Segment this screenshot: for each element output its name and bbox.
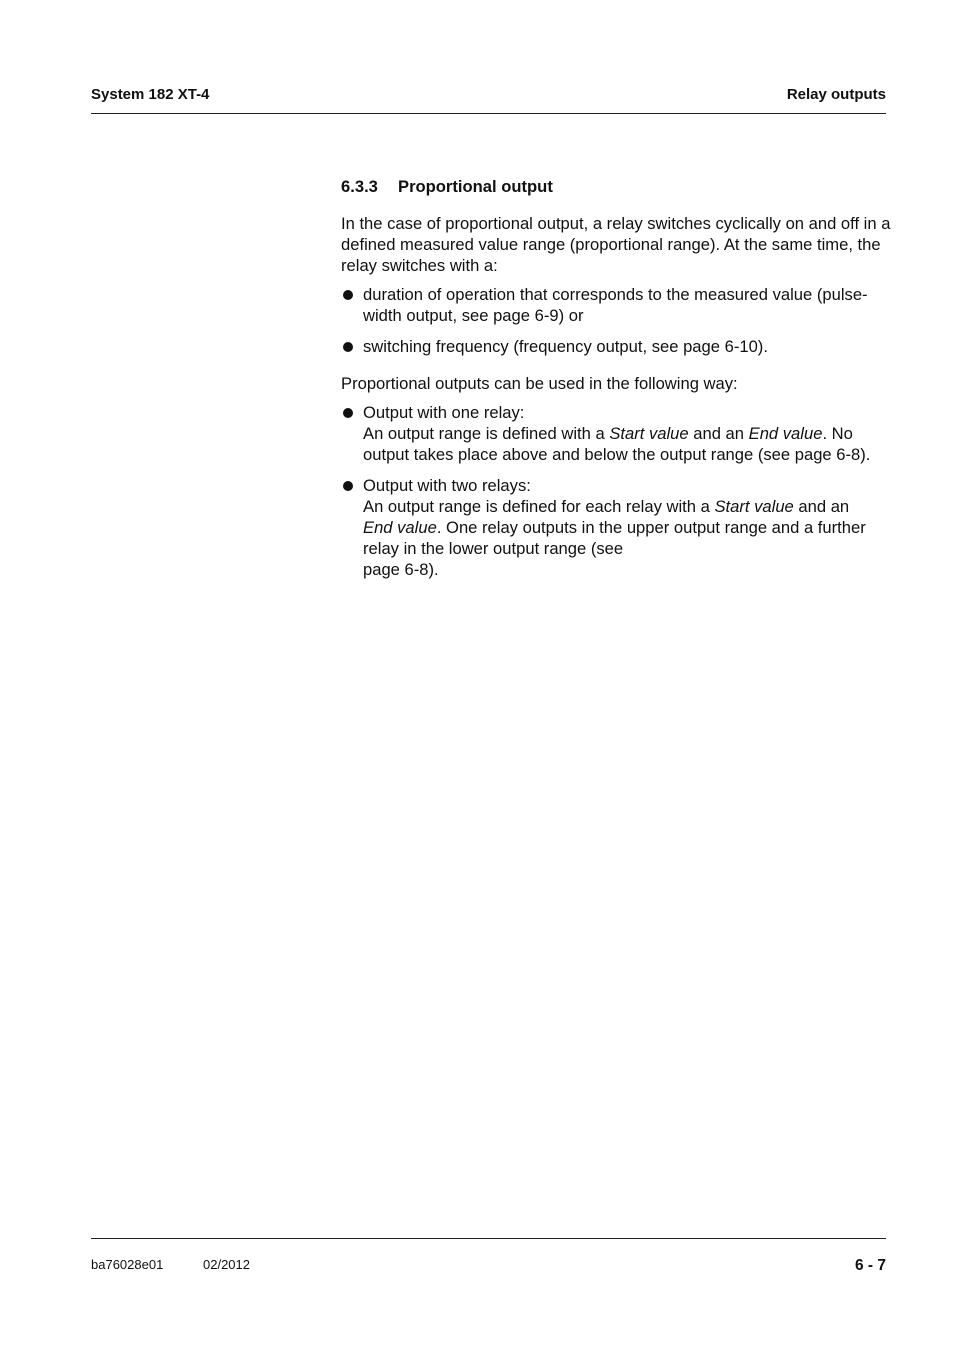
description-text: An output range is defined for each relay with a — [363, 497, 715, 516]
page-header — [91, 86, 886, 106]
description-text: and an — [793, 497, 850, 516]
bullet-icon — [343, 290, 353, 300]
section-title: Proportional output — [398, 177, 553, 196]
page-footer — [91, 1257, 886, 1277]
end-value-term: End value — [748, 424, 823, 443]
list-item-description — [363, 423, 891, 465]
list-item-text: switching frequency (frequency output, see page 6-10). — [363, 337, 768, 356]
list-item-heading: Output with one relay: — [363, 403, 525, 422]
start-value-term: Start value — [714, 497, 794, 516]
end-value-term: End value — [363, 518, 437, 537]
main-content — [341, 176, 891, 590]
list-item-description — [363, 496, 891, 580]
list-item-two-relays — [341, 475, 891, 580]
list-item-heading: Output with two relays: — [363, 476, 531, 495]
section-heading — [341, 176, 891, 197]
switching-mode-list — [341, 284, 891, 357]
start-value-term: Start value — [609, 424, 689, 443]
description-text: . No output takes place above and below the output range (see page 6-8). — [363, 424, 871, 464]
bullet-icon — [343, 342, 353, 352]
list-item-text: duration of operation that corresponds to the measured value (pulse-width output, see page 6-9) or — [363, 285, 868, 325]
header-document-title: System 182 XT-4 — [91, 86, 210, 103]
document-code: ba76028e01 — [91, 1257, 164, 1272]
description-text: An output range is defined with a — [363, 424, 610, 443]
list-item — [341, 336, 891, 357]
header-rule — [91, 113, 886, 114]
bullet-icon — [343, 408, 353, 418]
document-date: 02/2012 — [203, 1257, 250, 1272]
description-text: page 6-8). — [363, 560, 439, 579]
list-item — [341, 284, 891, 326]
description-text: . One relay outputs in the upper output range and a further relay in the lower output range (see — [363, 518, 866, 558]
usage-list — [341, 402, 891, 580]
bullet-icon — [343, 481, 353, 491]
page-number: 6 - 7 — [854, 1257, 886, 1274]
intro-paragraph: In the case of proportional output, a relay switches cyclically on and off in a defined measured value range (proportional range). At the same time, the relay switches with a: — [341, 214, 891, 275]
list-item-one-relay — [341, 402, 891, 465]
header-chapter-title: Relay outputs — [786, 86, 886, 103]
footer-rule — [91, 1238, 886, 1239]
section-number: 6.3.3 — [341, 177, 378, 196]
description-text: and an — [688, 424, 749, 443]
usage-paragraph: Proportional outputs can be used in the following way: — [341, 374, 738, 393]
